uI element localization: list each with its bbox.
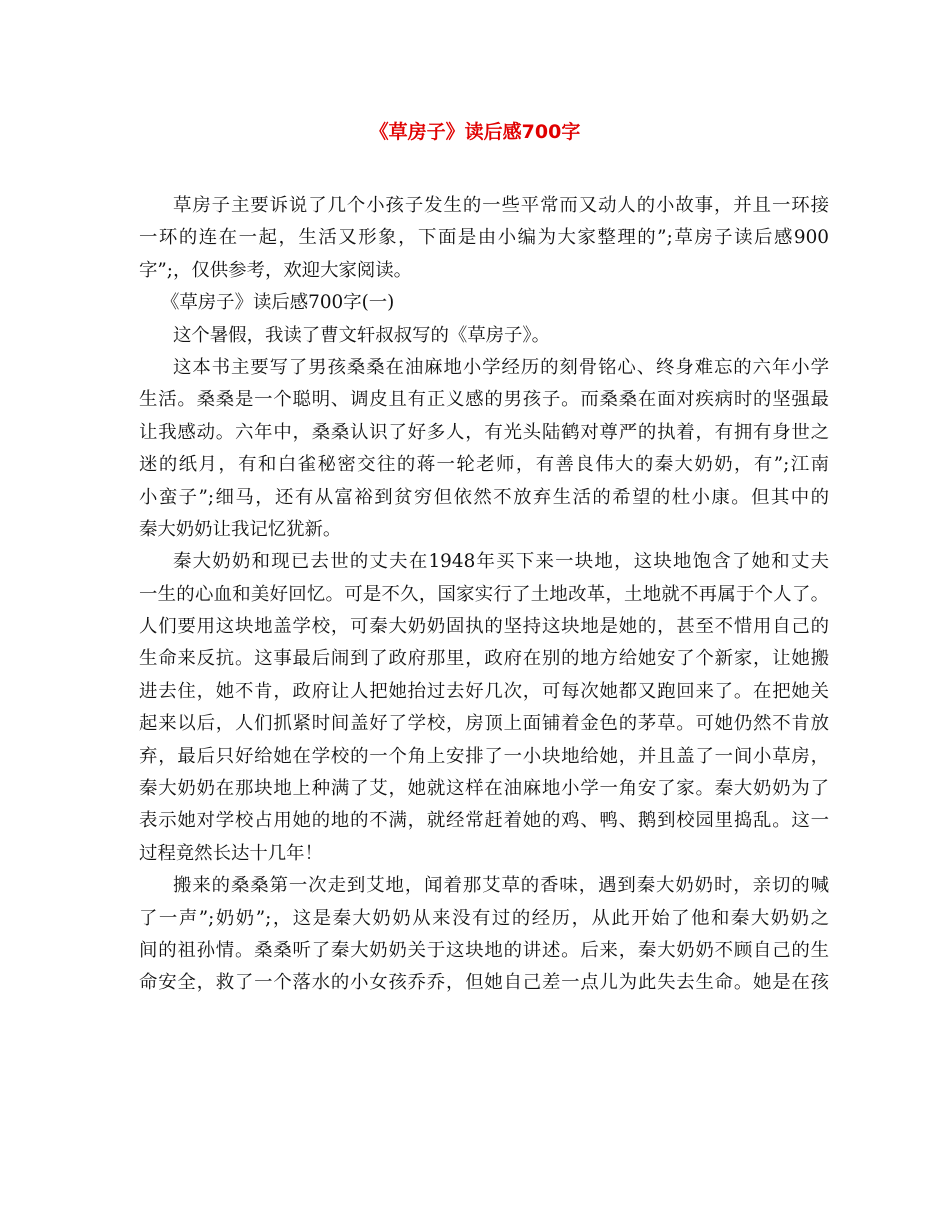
text-line: 弃，最后只好给她在学校的一个角上安排了一小块地给她，并且盖了一间小草房， — [139, 745, 829, 767]
paragraph — [139, 352, 829, 546]
text-line: 起来以后，人们抓紧时间盖好了学校，房顶上面铺着金色的茅草。可她仍然不肯放 — [139, 713, 829, 735]
text-line: 生命来反抗。这事最后闹到了政府那里，政府在别的地方给她安了个新家，让她搬 — [139, 648, 829, 670]
text-line: 迷的纸月，有和白雀秘密交往的蒋一轮老师，有善良伟大的秦大奶奶，有”;江南 — [139, 454, 829, 476]
text-line: 秦大奶奶让我记忆犹新。 — [139, 518, 342, 540]
text-line: 这个暑假，我读了曹文轩叔叔写的《草房子》。 — [173, 324, 551, 346]
text-line: 过程竟然长达十几年！ — [139, 842, 323, 864]
text-line: 了一声”;奶奶”;，这是秦大奶奶从来没有过的经历，从此开始了他和秦大奶奶之 — [139, 907, 829, 929]
text-line: 搬来的桑桑第一次走到艾地，闻着那艾草的香味，遇到秦大奶奶时，亲切的喊 — [173, 875, 829, 897]
text-line: 间的祖孙情。桑桑听了秦大奶奶关于这块地的讲述。后来，秦大奶奶不顾自己的生 — [139, 939, 829, 961]
text-line: 表示她对学校占用她的地的不满，就经常赶着她的鸡、鸭、鹅到校园里捣乱。这一 — [139, 810, 829, 832]
text-line: 字”;，仅供参考，欢迎大家阅读。 — [139, 259, 413, 281]
text-line: 秦大奶奶在那块地上种满了艾，她就这样在油麻地小学一角安了家。秦大奶奶为了 — [139, 778, 829, 800]
paragraph — [139, 870, 829, 1000]
text-line: 一生的心血和美好回忆。可是不久，国家实行了土地改革，土地就不再属于个人了。 — [139, 583, 829, 605]
paragraph — [139, 287, 829, 319]
document-body — [139, 190, 829, 1000]
text-line: 命安全，救了一个落水的小女孩乔乔，但她自己差一点儿为此失去生命。她是在孩 — [139, 972, 829, 994]
text-line: 生活。桑桑是一个聪明、调皮且有正义感的男孩子。而桑桑在面对疾病时的坚强最 — [139, 389, 829, 411]
text-line: 草房子主要诉说了几个小孩子发生的一些平常而又动人的小故事，并且一环接 — [173, 195, 829, 216]
text-line: 让我感动。六年中，桑桑认识了好多人，有光头陆鹤对尊严的执着，有拥有身世之 — [139, 421, 829, 443]
text-line: 小蛮子”;细马，还有从富裕到贫穷但依然不放弃生活的希望的杜小康。但其中的 — [139, 486, 829, 508]
text-line: 这本书主要写了男孩桑桑在油麻地小学经历的刻骨铭心、终身难忘的六年小学 — [173, 356, 829, 378]
paragraph — [139, 320, 829, 352]
text-line: 人们要用这块地盖学校，可秦大奶奶固执的坚持这块地是她的，甚至不惜用自己的 — [139, 616, 829, 638]
text-line: 进去住，她不肯，政府让人把她抬过去好几次，可每次她都又跑回来了。在把她关 — [139, 680, 829, 702]
text-line: 一环的连在一起，生活又形象，下面是由小编为大家整理的”;草房子读后感900 — [139, 227, 829, 249]
paragraph — [139, 190, 829, 287]
text-line: 秦大奶奶和现已去世的丈夫在1948年买下来一块地，这块地饱含了她和丈夫 — [173, 551, 829, 573]
paragraph — [139, 546, 829, 870]
section-heading: 《草房子》读后感700字(一) — [161, 292, 395, 314]
document-title: 《草房子》读后感700字 — [369, 121, 581, 143]
